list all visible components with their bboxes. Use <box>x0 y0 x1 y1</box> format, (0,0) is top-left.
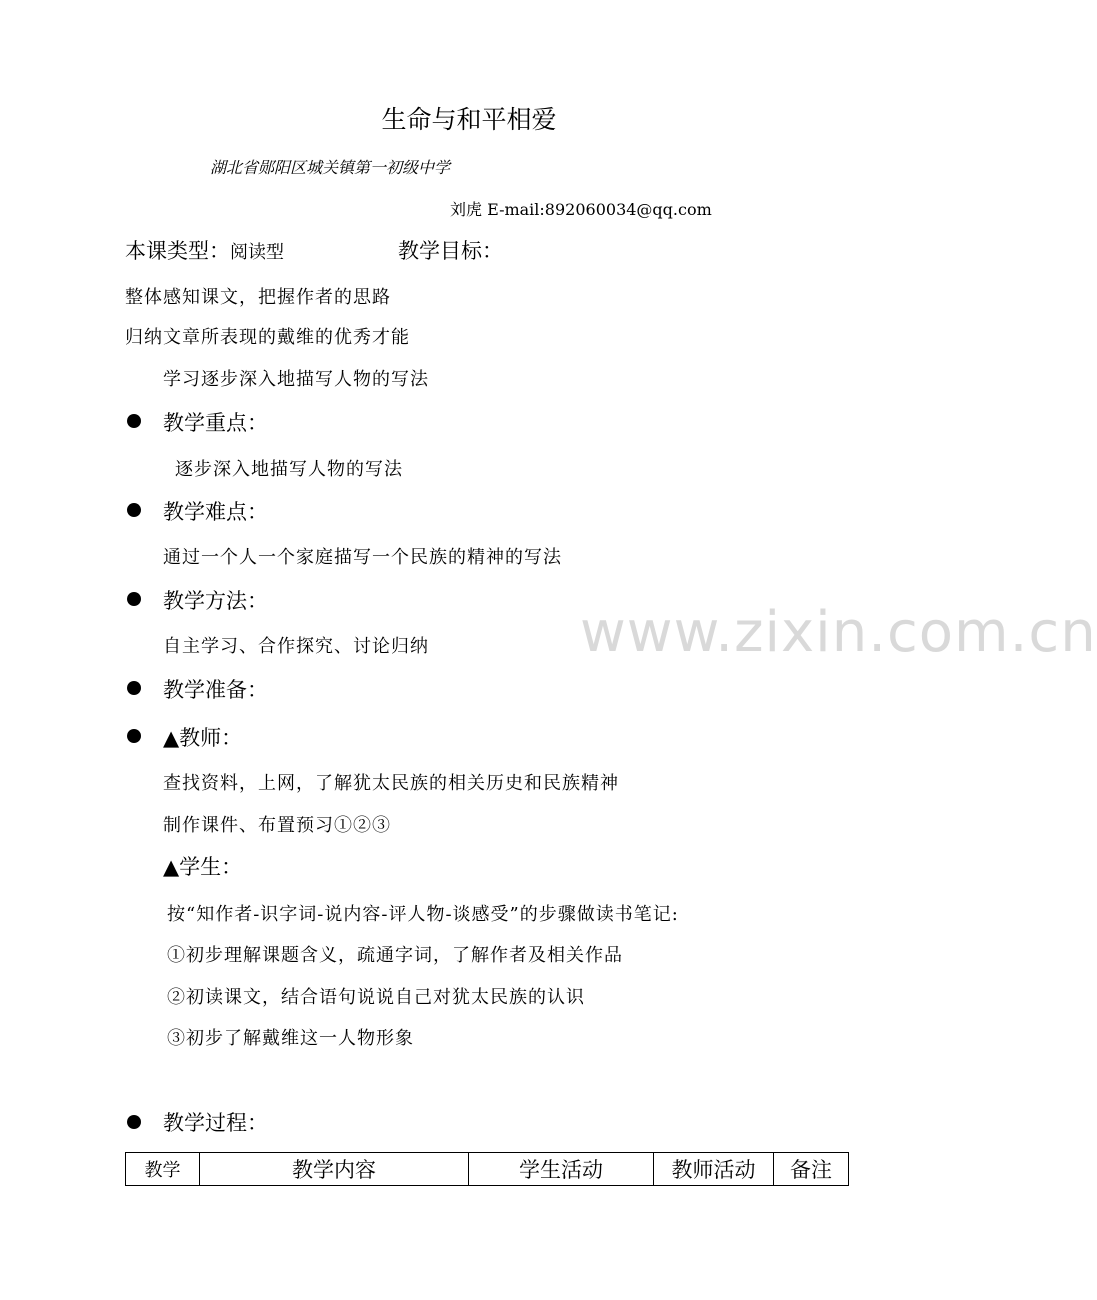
student-heading: ▲学生： <box>163 855 243 879</box>
student-item: 按“知作者-识字词-说内容-评人物-谈感受”的步骤做读书笔记: <box>167 904 679 925</box>
teacher-heading: ▲教师： <box>163 726 243 750</box>
watermark: www.zixin.com.cn <box>580 600 1097 665</box>
school-name: 湖北省郧阳区城关镇第一初级中学 <box>210 158 451 177</box>
bullet-icon <box>127 503 141 517</box>
student-item: ②初读课文，结合语句说说自己对犹太民族的认识 <box>167 987 585 1008</box>
column-header: 学生活动 <box>469 1153 654 1186</box>
teacher-item: 查找资料，上网，了解犹太民族的相关历史和民族精神 <box>163 773 619 794</box>
document-title: 生命与和平相爱 <box>381 105 557 134</box>
bullet-icon <box>127 729 141 743</box>
author-line: 刘虎 E-mail:892060034@qq.com <box>450 200 712 219</box>
process-heading: 教学过程： <box>163 1111 268 1135</box>
bullet-icon <box>127 1115 141 1129</box>
objective-item: 整体感知课文，把握作者的思路 <box>125 287 391 308</box>
key-points-heading: 教学重点： <box>163 411 268 435</box>
bullet-icon <box>127 592 141 606</box>
column-header: 备注 <box>774 1153 849 1186</box>
teacher-item: 制作课件、布置预习①②③ <box>163 815 391 836</box>
difficulties-text: 通过一个人一个家庭描写一个民族的精神的写法 <box>163 547 562 568</box>
methods-heading: 教学方法： <box>163 589 268 613</box>
lesson-type-line <box>125 235 284 265</box>
student-item: ①初步理解课题含义，疏通字词，了解作者及相关作品 <box>167 945 623 966</box>
column-header: 教学 <box>126 1153 200 1186</box>
preparation-heading: 教学准备： <box>163 678 268 702</box>
process-table <box>125 1152 849 1186</box>
objective-item: 学习逐步深入地描写人物的写法 <box>163 369 429 390</box>
objective-item: 归纳文章所表现的戴维的优秀才能 <box>125 327 410 348</box>
key-points-text: 逐步深入地描写人物的写法 <box>175 459 403 480</box>
lesson-type-label: 本课类型： <box>125 239 230 263</box>
bullet-icon <box>127 414 141 428</box>
difficulties-heading: 教学难点： <box>163 500 268 524</box>
methods-text: 自主学习、合作探究、讨论归纳 <box>163 636 429 657</box>
column-header: 教师活动 <box>654 1153 774 1186</box>
student-item: ③初步了解戴维这一人物形象 <box>167 1028 414 1049</box>
lesson-type-value: 阅读型 <box>230 242 284 263</box>
column-header: 教学内容 <box>200 1153 469 1186</box>
bullet-icon <box>127 681 141 695</box>
objectives-label: 教学目标： <box>398 239 503 263</box>
table-header-row <box>126 1153 849 1186</box>
